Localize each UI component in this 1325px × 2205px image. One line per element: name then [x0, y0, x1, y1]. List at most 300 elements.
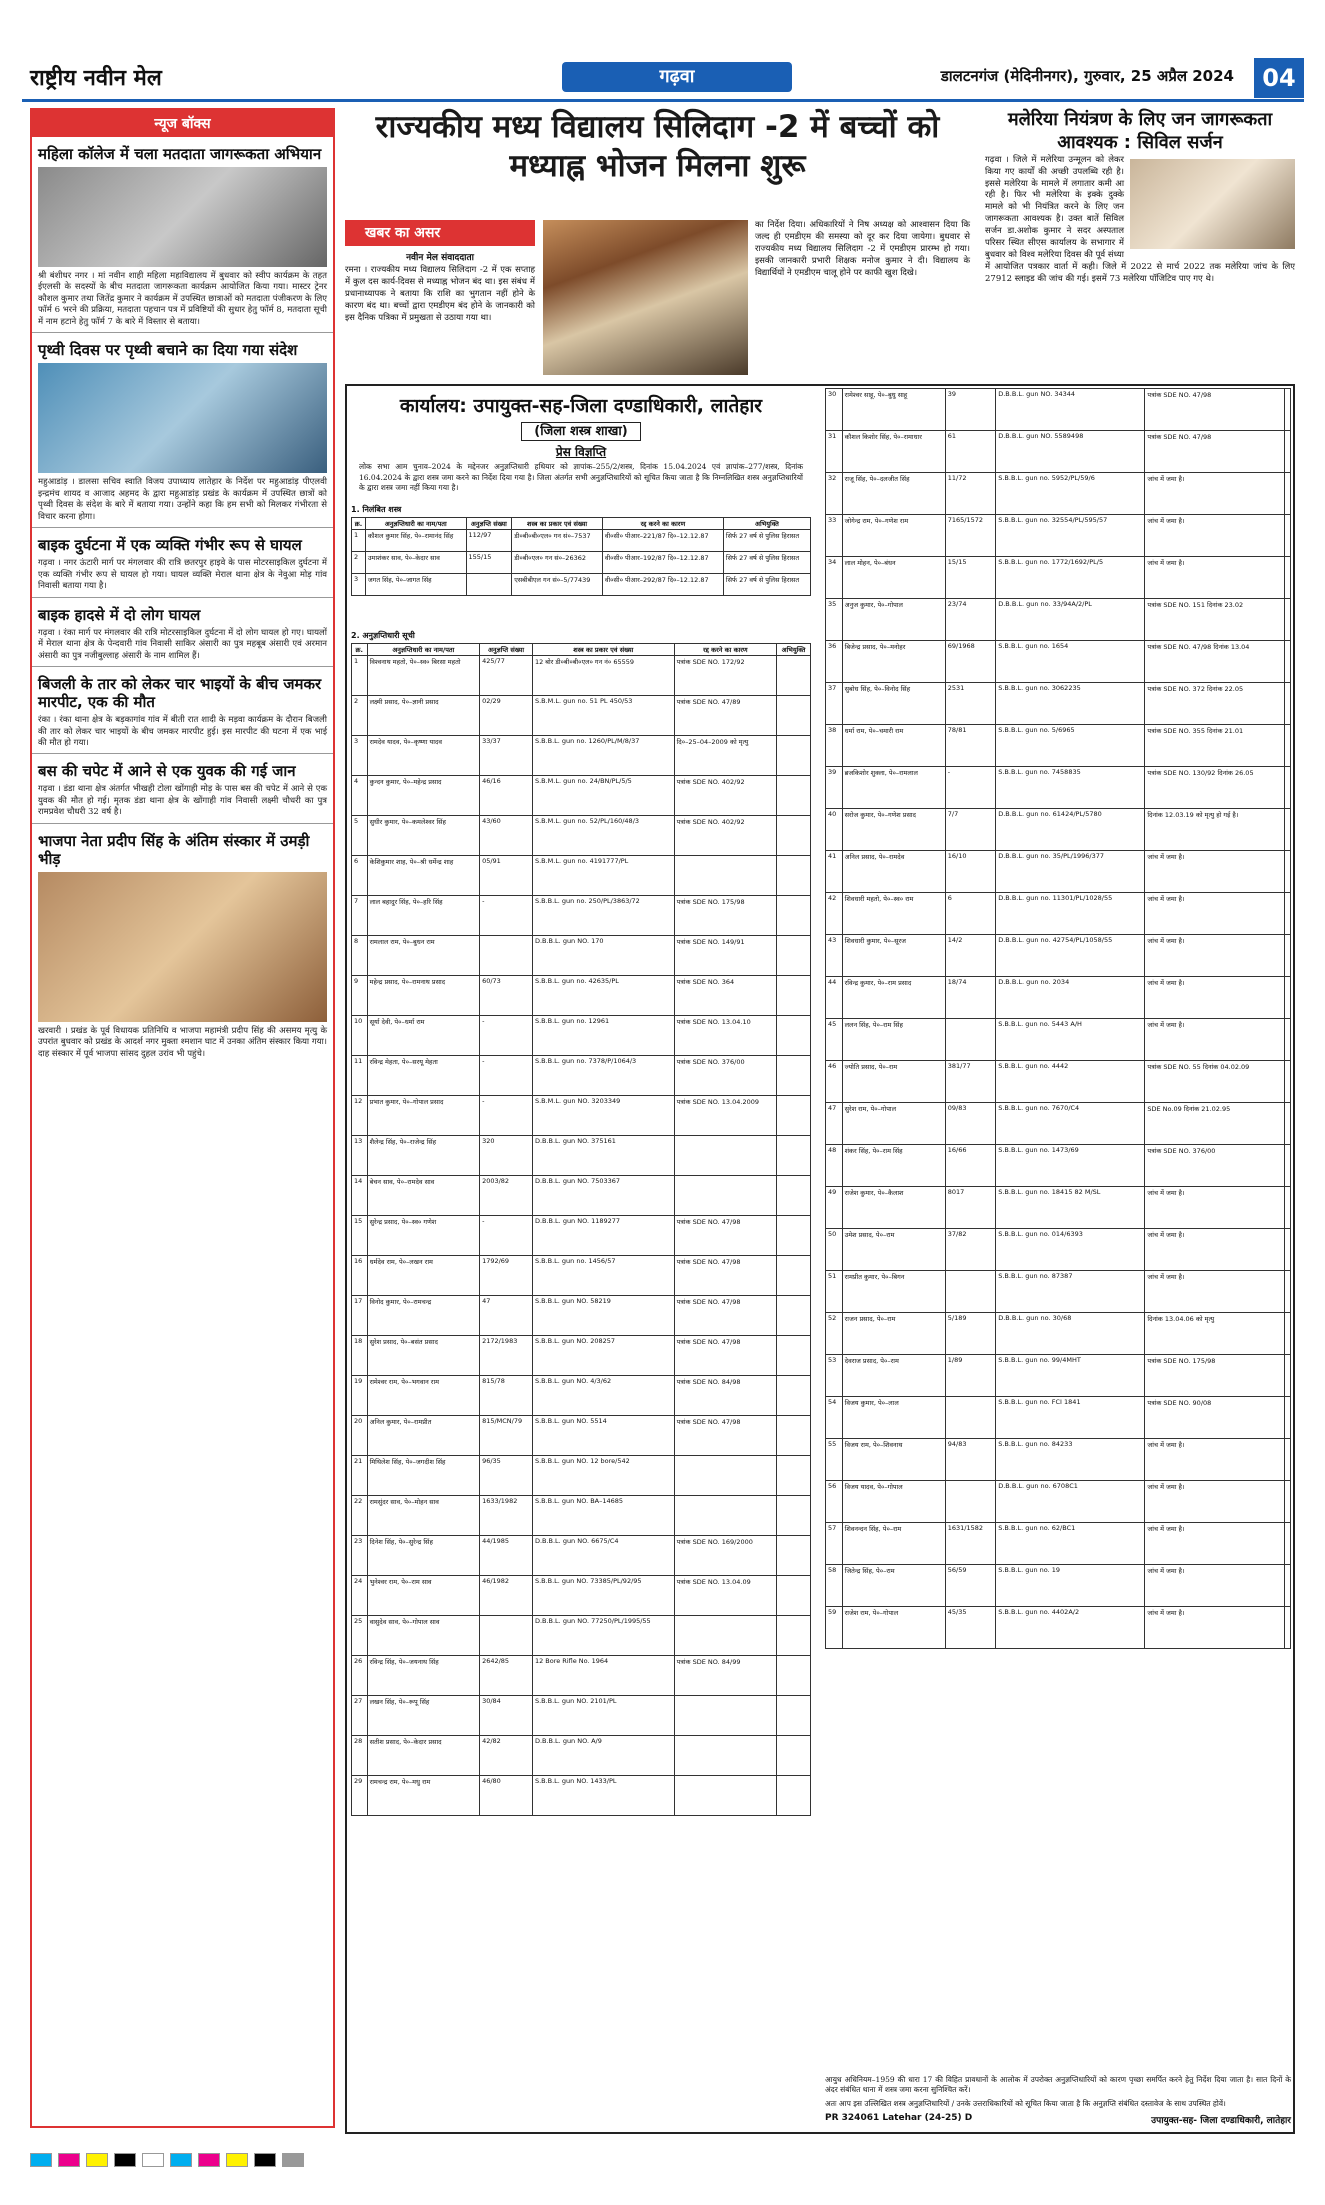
table-row	[352, 1416, 811, 1456]
table-cell: बेचन साव, पे०–रामदेव साव	[367, 1176, 479, 1216]
table-row	[826, 1397, 1291, 1439]
news-box-label: न्यूज बॉक्स	[32, 110, 333, 137]
table-cell: 7165/1572	[945, 515, 995, 557]
table-cell	[1284, 1397, 1290, 1439]
table-row	[352, 1696, 811, 1736]
table-cell: 13	[352, 1136, 368, 1176]
suspended-arms-table	[351, 502, 811, 596]
table-cell: 78/81	[945, 725, 995, 767]
table-cell: देवराज प्रसाद, पे०–राम	[842, 1355, 945, 1397]
left-story-headline: बस की चपेट में आने से एक युवक की गई जान	[38, 762, 296, 781]
table-cell: 2642/85	[480, 1656, 533, 1696]
table-row	[826, 893, 1291, 935]
table-cell: शिवधारी कुमार, पे०–सूरज	[842, 935, 945, 977]
table-cell: 21	[352, 1456, 368, 1496]
table-row	[352, 976, 811, 1016]
table-header: क्र.	[352, 644, 368, 656]
color-swatch	[198, 2153, 220, 2167]
table-row	[352, 1256, 811, 1296]
print-color-bar	[30, 2150, 1295, 2170]
table-cell: 58	[826, 1565, 843, 1607]
table-cell: 2	[352, 696, 368, 736]
table	[351, 643, 811, 1816]
table-cell: 14/2	[945, 935, 995, 977]
table-cell: पत्रांक SDE NO. 47/98	[1145, 431, 1284, 473]
table-cell: S.B.B.L. gun no. 5/6965	[996, 725, 1145, 767]
left-story	[32, 754, 333, 823]
table-cell	[674, 1136, 777, 1176]
left-story-headline: महिला कॉलेज में चला मतदाता जागरूकता अभियान	[38, 145, 322, 163]
table-cell: 32	[826, 473, 843, 515]
table-cell: पत्रांक SDE NO. 84/98	[674, 1376, 777, 1416]
table-cell: S.B.B.L. gun no. 1772/1692/PL/5	[996, 557, 1145, 599]
table-cell: ज्योति प्रसाद, पे०–राम	[842, 1061, 945, 1103]
table-cell: S.B.B.L. gun no. 4402A/2	[996, 1607, 1145, 1649]
table-cell	[777, 1416, 811, 1456]
table-cell: 5/189	[945, 1313, 995, 1355]
table-cell: 43	[826, 935, 843, 977]
table-cell: पत्रांक SDE NO. 47/98	[674, 1416, 777, 1456]
table-cell	[480, 936, 533, 976]
table-cell: 25	[352, 1616, 368, 1656]
table-cell: सुधीर कुमार, पे०–कमलेश्वर सिंह	[367, 816, 479, 856]
table-row	[826, 599, 1291, 641]
table-cell: पत्रांक SDE NO. 47/98	[674, 1296, 777, 1336]
table-cell: 23	[352, 1536, 368, 1576]
table-cell	[674, 1776, 777, 1816]
lead-tag: खबर का असर	[345, 220, 535, 246]
table-cell: 55	[826, 1439, 843, 1481]
table-header: शस्त्र का प्रकार एवं संख्या	[532, 644, 674, 656]
table-cell: 14	[352, 1176, 368, 1216]
table-cell: D.B.B.L. gun no. 30/68	[996, 1313, 1145, 1355]
table-row	[826, 1565, 1291, 1607]
table-cell: 44/1985	[480, 1536, 533, 1576]
table-cell: जांच में जमा है।	[1145, 935, 1284, 977]
table-cell: रामचन्द्र राम, पे०–मधु राम	[367, 1776, 479, 1816]
lead-body-right: का निर्देश दिया। अधिकारियों ने निष अध्यक्ष को आश्वासन दिया कि जल्द ही एमडीएम की समस्या को दूर कर दिया जायेगा। बुधवार से राज्यकीय मध्य विद्यालय सिलिदाग -2 में एमडीएम प्रारम्भ हो गया। इसकी जानकारी प्रभारी शिक्षक मनोज कुमार ने दी। विद्यालय के विद्यार्थियों ने एमडीएम चालू होने पर काफी खुश दिखे।	[755, 220, 970, 278]
table-cell: सुरेन्द्र प्रसाद, पे०–स्व० गणेश	[367, 1216, 479, 1256]
table-cell: अनिल कुमार, पे०–रामप्रीत	[367, 1416, 479, 1456]
left-story-body: महुआडांड़ । डालसा सचिव स्वाति विजय उपाध्याय लातेहार के निर्देश पर महुआडांड़ पीएलवी इन्द्रमंच शायद व आजाद अहमद के द्वारा महुआडांड़ प्रखंड के कार्यक्रम में उपस्थित छात्रों को पृथ्वी दिवस के संदेश के बारे में बताया गया। उन्होंने कहा कि हम सभी को मिलकर गंभीरता से विचार करना होगा।	[38, 477, 327, 522]
table-cell: S.B.B.L. gun no. 5952/PL/59/6	[996, 473, 1145, 515]
table-cell	[1284, 1355, 1290, 1397]
table-cell: जांच में जमा है।	[1145, 1229, 1284, 1271]
table-cell: पत्रांक SDE NO. 47/98 दिनांक 13.04	[1145, 641, 1284, 683]
table-cell	[777, 1576, 811, 1616]
table-cell: 2531	[945, 683, 995, 725]
table-row	[826, 1187, 1291, 1229]
table-cell: जांच में जमा है।	[1145, 557, 1284, 599]
table-cell	[777, 1496, 811, 1536]
table-cell: सूर्या देवी, पे०–धर्मा राम	[367, 1016, 479, 1056]
table-cell: 16/66	[945, 1145, 995, 1187]
notice-office: कार्यालय: उपायुक्त-सह-जिला दण्डाधिकारी, लातेहार	[399, 395, 763, 417]
left-news-column	[30, 108, 335, 2128]
table-cell: जोगेन्द्र राम, पे०–गणेश राम	[842, 515, 945, 557]
table-cell: D.B.B.L. gun no. 33/94A/2/PL	[996, 599, 1145, 641]
table-cell: 31	[826, 431, 843, 473]
table-cell: 30/84	[480, 1696, 533, 1736]
table-cell: पत्रांक SDE NO. 149/91	[674, 936, 777, 976]
table-cell	[777, 736, 811, 776]
table-cell: S.B.B.L. gun no. 99/4MHT	[996, 1355, 1145, 1397]
left-story	[32, 667, 333, 754]
section-heading: 2. अनुज्ञप्तिधारी सूची	[351, 631, 415, 640]
table-cell: S.B.B.L. gun NO. 5514	[532, 1416, 674, 1456]
table-row	[352, 1016, 811, 1056]
table-cell: S.B.B.L. gun NO. 4/3/62	[532, 1376, 674, 1416]
notice-title: प्रेस विज्ञप्ति	[555, 445, 607, 459]
color-swatch	[30, 2153, 52, 2167]
table-cell: 15/15	[945, 557, 995, 599]
table-cell: पत्रांक SDE NO. 47/98	[674, 1336, 777, 1376]
table-cell: 57	[826, 1523, 843, 1565]
table-cell: जगत सिंह, पे०–जागत सिंह	[365, 574, 466, 596]
table-cell: 39	[826, 767, 843, 809]
table-cell: 48	[826, 1145, 843, 1187]
table-row	[826, 809, 1291, 851]
table-cell: 02/29	[480, 696, 533, 736]
table-cell: 18	[352, 1336, 368, 1376]
table-cell: 30	[826, 389, 843, 431]
table-row	[826, 515, 1291, 557]
table-cell	[1284, 431, 1290, 473]
table-cell: शिवधारी महतो, पे०–स्व० राम	[842, 893, 945, 935]
table-cell: D.B.B.L. gun no. 42754/PL/1058/55	[996, 935, 1145, 977]
table-cell: 41	[826, 851, 843, 893]
table-cell: -	[480, 896, 533, 936]
table-cell: जांच में जमा है।	[1145, 515, 1284, 557]
table-cell: S.B.B.L. gun no. 7670/C4	[996, 1103, 1145, 1145]
table-cell	[1284, 641, 1290, 683]
table-cell: 16/10	[945, 851, 995, 893]
color-swatch	[226, 2153, 248, 2167]
table-cell: जांच में जमा है।	[1145, 1439, 1284, 1481]
table	[825, 388, 1291, 1649]
table-cell: पत्रांक SDE NO. 47/89	[674, 696, 777, 736]
table-cell: 11	[352, 1056, 368, 1096]
table-cell: पत्रांक SDE NO. 402/92	[674, 816, 777, 856]
color-swatch	[254, 2153, 276, 2167]
story-photo	[38, 872, 327, 1022]
table-cell: मिथिलेश सिंह, पे०–जगदीश सिंह	[367, 1456, 479, 1496]
table-cell: महेन्द्र प्रसाद, पे०–रामनाथ प्रसाद	[367, 976, 479, 1016]
table-cell: 5	[352, 816, 368, 856]
table-cell	[777, 856, 811, 896]
table-cell: S.B.B.L. gun no. 19	[996, 1565, 1145, 1607]
table-row	[826, 935, 1291, 977]
table-cell: जांच में जमा है।	[1145, 1481, 1284, 1523]
table-row	[352, 656, 811, 696]
table-row	[826, 1355, 1291, 1397]
notice-intro: लोक सभा आम चुनाव–2024 के मद्देनजर अनुज्ञप्तिधारी हथियार को ज्ञापांक–255/2/शस्त्र, दिनांक 15.04.2024 एवं ज्ञापांक–277/शस्त्र, दिनांक 16.04.2024 के द्वारा शस्त्र जमा करने का निर्देश दिया गया है। जिला अंतर्गत सभी अनुज्ञप्तिधारियों को सूचित किया जाता है कि निम्नलिखित शस्त्र अनुज्ञप्तिधारियों के द्वारा शस्त्र जमा नहीं किया गया है।	[359, 462, 803, 492]
table-cell	[466, 574, 512, 596]
paper-name: राष्ट्रीय नवीन मेल	[30, 66, 162, 91]
table-cell: 320	[480, 1136, 533, 1176]
story-photo	[38, 363, 327, 473]
table-cell: कौशल कुमार सिंह, पे०–रामानंद सिंह	[365, 530, 466, 552]
table-cell: सिर्फ 27 वर्ष से पुलिस हिरासत	[723, 530, 810, 552]
table-cell	[1284, 725, 1290, 767]
table-cell: उमाशंकर साव, पे०–केदार साव	[365, 552, 466, 574]
table-cell: D.B.B.L. gun no. 11301/PL/1028/55	[996, 893, 1145, 935]
table-cell: 26	[352, 1656, 368, 1696]
table-header: क्र.	[352, 518, 366, 530]
table-cell	[777, 1536, 811, 1576]
table-cell: जांच में जमा है।	[1145, 473, 1284, 515]
table-cell: D.B.B.L. gun NO. 6675/C4	[532, 1536, 674, 1576]
table-header: रद्द करने का कारण	[602, 518, 723, 530]
table-cell: 46	[826, 1061, 843, 1103]
table-cell: 40	[826, 809, 843, 851]
table-row	[352, 736, 811, 776]
table-cell: 6	[945, 893, 995, 935]
signature-label: उपायुक्त-सह-	[1151, 2116, 1198, 2126]
table-cell: 56/59	[945, 1565, 995, 1607]
table-cell: 381/77	[945, 1061, 995, 1103]
table-cell: 46/80	[480, 1776, 533, 1816]
table-row	[826, 1229, 1291, 1271]
table-cell	[777, 1776, 811, 1816]
table-cell: पत्रांक SDE NO. 172/92	[674, 656, 777, 696]
table	[351, 517, 811, 596]
table-cell: पत्रांक SDE NO. 13.04.10	[674, 1016, 777, 1056]
table-cell: 19	[352, 1376, 368, 1416]
lead-headline: राज्यकीय मध्य विद्यालय सिलिदाग -2 में बच्चों को मध्याह्न भोजन मिलना शुरू	[375, 109, 940, 184]
color-swatch	[170, 2153, 192, 2167]
byline: नवीन मेल संवाददाता	[406, 253, 474, 263]
table-cell: S.B.B.L. gun NO. 58219	[532, 1296, 674, 1336]
table-cell	[1284, 1439, 1290, 1481]
table-cell: विजय यादव, पे०–गोपाल	[842, 1481, 945, 1523]
table-cell	[777, 696, 811, 736]
left-story	[32, 598, 333, 667]
table-cell: 42/82	[480, 1736, 533, 1776]
left-story-headline: भाजपा नेता प्रदीप सिंह के अंतिम संस्कार में उमड़ी भीड़	[38, 831, 310, 868]
table-cell: 29	[352, 1776, 368, 1816]
table-cell: सुरेश प्रसाद, पे०–बसंत प्रसाद	[367, 1336, 479, 1376]
table-cell	[777, 1056, 811, 1096]
left-story-body: गढ़वा । डंडा थाना क्षेत्र अंतर्गत भीखही टोला खोंगाही मोड़ के पास बस की चपेट में आने से एक युवक की मौत हो गई। मृतक डंडा थाना क्षेत्र के खोंगाही गांव निवासी लक्ष्मी चौधरी का पुत्र रामप्रवेश चौधरी 32 वर्ष है।	[38, 784, 327, 818]
table-cell: 16	[352, 1256, 368, 1296]
table-header: रद्द करने का कारण	[674, 644, 777, 656]
table-cell	[674, 1456, 777, 1496]
table-cell: लखन सिंह, पे०–रूपू सिंह	[367, 1696, 479, 1736]
table-row	[826, 641, 1291, 683]
table-row	[826, 389, 1291, 431]
table-cell: 1792/69	[480, 1256, 533, 1296]
table-cell	[777, 1296, 811, 1336]
table-cell: 7	[352, 896, 368, 936]
table-row	[826, 767, 1291, 809]
table-row	[352, 1376, 811, 1416]
table-row	[352, 1136, 811, 1176]
table-cell: 12 बोर डी०बी०बी०एल० गन नं० 65559	[532, 656, 674, 696]
table-row	[352, 776, 811, 816]
table-cell	[480, 1616, 533, 1656]
table-cell: धर्मदेव राम, पे०–लखन राम	[367, 1256, 479, 1296]
table-cell: जांच में जमा है।	[1145, 1607, 1284, 1649]
table-cell: वी०सी० पीआर–192/87 दि०–12.12.87	[602, 552, 723, 574]
table-cell: 47	[480, 1296, 533, 1336]
notice-header	[351, 386, 811, 496]
table-cell: लाल बहादुर सिंह, पे०–हरि सिंह	[367, 896, 479, 936]
table-cell	[777, 816, 811, 856]
table-cell: S.B.B.L. gun NO. 1433/PL	[532, 1776, 674, 1816]
table-cell	[945, 1019, 995, 1061]
table-row	[352, 552, 811, 574]
table-cell: -	[945, 767, 995, 809]
table-cell: पत्रांक SDE NO. 175/98	[1145, 1355, 1284, 1397]
table-cell: 61	[945, 431, 995, 473]
table-cell: पत्रांक SDE NO. 13.04.09	[674, 1576, 777, 1616]
table-row	[826, 1145, 1291, 1187]
notice-footer	[825, 2075, 1291, 2127]
table-cell: S.B.B.L. gun no. 5443 A/H	[996, 1019, 1145, 1061]
table-row	[352, 1336, 811, 1376]
table-cell: जांच में जमा है।	[1145, 1019, 1284, 1061]
table-header: अभियुक्ति	[777, 644, 811, 656]
table-cell: विजय कुमार, पे०–लाल	[842, 1397, 945, 1439]
table-cell	[777, 976, 811, 1016]
table-cell: D.B.B.L. gun NO. 34344	[996, 389, 1145, 431]
table-cell: पत्रांक SDE NO. 376/00	[674, 1056, 777, 1096]
table-row	[352, 936, 811, 976]
table-cell: 17	[352, 1296, 368, 1336]
table-cell	[777, 776, 811, 816]
table-cell: 24	[352, 1576, 368, 1616]
table-cell: रामदेव यादव, पे०–कृष्णा यादव	[367, 736, 479, 776]
table-cell: 112/97	[466, 530, 512, 552]
table-cell: S.B.B.L. gun no. 250/PL/3863/72	[532, 896, 674, 936]
table-cell: सुरेश राम, पे०–गोपाल	[842, 1103, 945, 1145]
table-cell: पत्रांक SDE NO. 355 दिनांक 21.01	[1145, 725, 1284, 767]
table-cell: 96/35	[480, 1456, 533, 1496]
table-cell	[1284, 515, 1290, 557]
table-cell: 12 Bore Rifle No. 1964	[532, 1656, 674, 1696]
table-cell: राजन प्रसाद, पे०–राम	[842, 1313, 945, 1355]
table-cell: सुबोध सिंह, पे०–विनोद सिंह	[842, 683, 945, 725]
table-cell: रामप्रीत कुमार, पे०–बिगन	[842, 1271, 945, 1313]
table-cell: प्रभात कुमार, पे०–गोपाल प्रसाद	[367, 1096, 479, 1136]
table-cell: 2172/1983	[480, 1336, 533, 1376]
table-cell: 94/83	[945, 1439, 995, 1481]
table-cell: 28	[352, 1736, 368, 1776]
table-cell: जांच में जमा है।	[1145, 1565, 1284, 1607]
table-cell: दिनांक 12.03.19 को मृत्यु हो गई है।	[1145, 809, 1284, 851]
table-cell: 7/7	[945, 809, 995, 851]
table-cell: 1633/1982	[480, 1496, 533, 1536]
notice-footer-note: आयुध अधिनियम–1959 की धारा 17 की विहित प्रावधानों के आलोक में उपरोक्त अनुज्ञप्तिधारियों को कारण पृच्छा समर्पित करने हेतु निर्देश दिया जाता है। सात दिनों के अंदर संबंधित थाना में शस्त्र जमा करना सुनिश्चित करें।	[825, 2074, 1291, 2094]
table-cell: -	[480, 1016, 533, 1056]
table-cell	[1284, 1187, 1290, 1229]
table-cell: रामसुंदर साव, पे०–मोहन साव	[367, 1496, 479, 1536]
table-cell: S.B.M.L. gun no. 52/PL/160/48/3	[532, 816, 674, 856]
table-row	[352, 1576, 811, 1616]
table-cell	[777, 1256, 811, 1296]
table-cell: D.B.B.L. gun NO. A/9	[532, 1736, 674, 1776]
table-row	[352, 896, 811, 936]
table-cell: वी०सी० पीआर–221/87 दि०–12.12.87	[602, 530, 723, 552]
table-row	[352, 1536, 811, 1576]
table-cell	[674, 856, 777, 896]
table-cell: सिर्फ 27 वर्ष से पुलिस हिरासत	[723, 552, 810, 574]
table-cell: सरोज कुमार, पे०–गणेश प्रसाद	[842, 809, 945, 851]
table-row	[826, 725, 1291, 767]
lead-story	[345, 108, 970, 378]
table-row	[826, 683, 1291, 725]
table-row	[826, 473, 1291, 515]
table-cell: 05/91	[480, 856, 533, 896]
table-cell: पत्रांक SDE NO. 84/99	[674, 1656, 777, 1696]
left-story	[32, 333, 333, 528]
table-cell: 33	[826, 515, 843, 557]
table-cell: 9	[352, 976, 368, 1016]
table-cell	[674, 1736, 777, 1776]
notice-footer-note: अतः आप इस उल्लिखित शस्त्र अनुज्ञप्तिधारियों / उनके उत्तराधिकारियों को सूचित किया जाता है कि अनुज्ञप्ति संबंधित दस्तावेज के साथ उपस्थित होवें।	[825, 2098, 1226, 2108]
table-cell: पत्रांक SDE NO. 90/08	[1145, 1397, 1284, 1439]
section-label: गढ़वा	[562, 62, 792, 92]
table-cell: 425/77	[480, 656, 533, 696]
table-cell	[777, 896, 811, 936]
table-cell	[1284, 809, 1290, 851]
table-cell	[777, 1016, 811, 1056]
table-row	[826, 1019, 1291, 1061]
table-cell: 47	[826, 1103, 843, 1145]
table-cell: दिनांक 13.04.06 को मृत्यु	[1145, 1313, 1284, 1355]
table-cell: 8017	[945, 1187, 995, 1229]
table-cell: रविन्द्र सिंह, पे०–जयनाथ सिंह	[367, 1656, 479, 1696]
table-cell: S.B.B.L. gun NO. 208257	[532, 1336, 674, 1376]
table-cell	[1284, 683, 1290, 725]
table-cell: S.B.B.L. gun no. 87387	[996, 1271, 1145, 1313]
color-swatch	[282, 2153, 304, 2167]
table-cell: 12	[352, 1096, 368, 1136]
page-number: 04	[1254, 58, 1304, 98]
table-cell: लाल मोहन, पे०–बंधन	[842, 557, 945, 599]
table-cell: पत्रांक SDE NO. 169/2000	[674, 1536, 777, 1576]
table-cell: पत्रांक SDE NO. 47/98	[1145, 389, 1284, 431]
table-cell: पत्रांक SDE NO. 364	[674, 976, 777, 1016]
table-cell	[1284, 473, 1290, 515]
left-story	[32, 528, 333, 597]
table-cell: रविन्द्र मेहता, पे०–सरयू मेहता	[367, 1056, 479, 1096]
table-cell: D.B.B.L. gun NO. 77250/PL/1995/55	[532, 1616, 674, 1656]
table-cell	[777, 936, 811, 976]
table-cell: जांच में जमा है।	[1145, 1523, 1284, 1565]
table-cell	[1284, 1313, 1290, 1355]
table-cell: D.B.B.L. gun NO. 5589498	[996, 431, 1145, 473]
table-cell: राजेश कुमार, पे०–कैलाश	[842, 1187, 945, 1229]
table-cell: 39	[945, 389, 995, 431]
table-cell: 46/16	[480, 776, 533, 816]
table-cell: पत्रांक SDE NO. 47/98	[674, 1256, 777, 1296]
table-cell: 38	[826, 725, 843, 767]
table-cell: जांच में जमा है।	[1145, 977, 1284, 1019]
table-cell: 22	[352, 1496, 368, 1536]
table-cell: राजेश राम, पे०–गोपाल	[842, 1607, 945, 1649]
table-row	[352, 1176, 811, 1216]
table-row	[826, 1523, 1291, 1565]
table-cell: -	[480, 1096, 533, 1136]
color-swatch	[86, 2153, 108, 2167]
table-cell: 815/78	[480, 1376, 533, 1416]
table-cell	[777, 1336, 811, 1376]
table-cell: S.B.B.L. gun no. 32554/PL/595/57	[996, 515, 1145, 557]
table-cell: D.B.B.L. gun NO. 170	[532, 936, 674, 976]
table-cell: SDE No.09 दिनांक 21.02.95	[1145, 1103, 1284, 1145]
